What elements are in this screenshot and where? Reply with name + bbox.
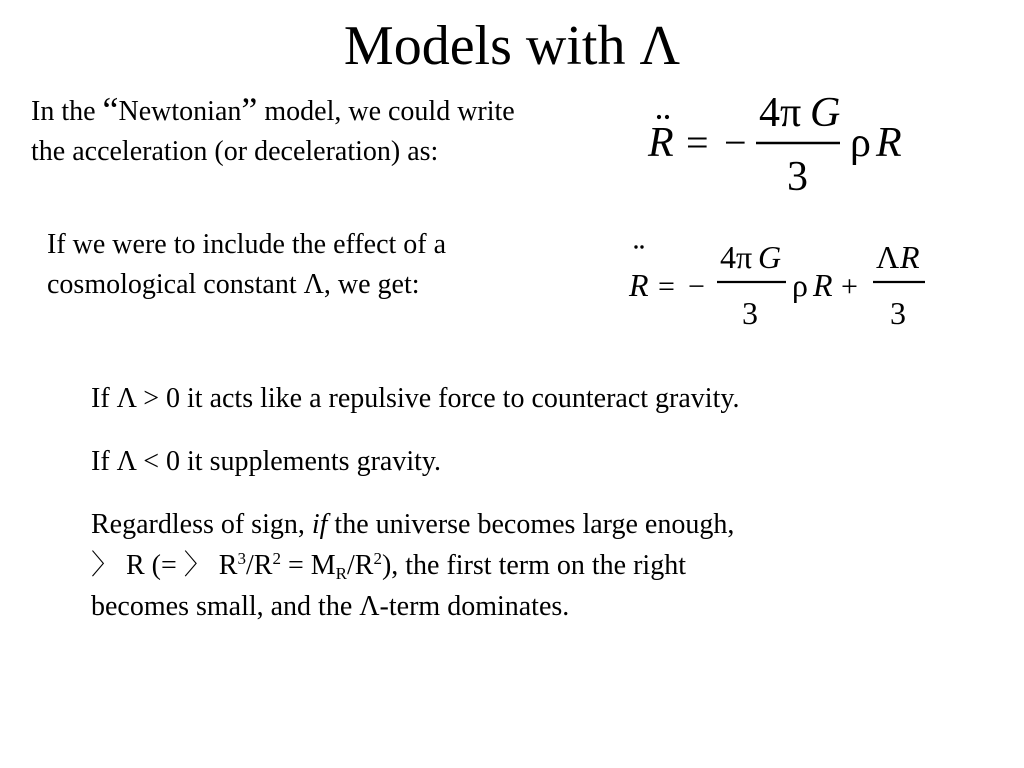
rho-symbol: ρ [792, 267, 808, 303]
slide-title: Models with Λ [343, 15, 681, 77]
denominator-three-2: 3 [890, 295, 906, 331]
numerator-lambda: Λ [876, 239, 900, 275]
newtonian-word: Newtonian [118, 96, 242, 127]
minus-sign: − [688, 270, 705, 303]
negative-lambda-statement: If Λ < 0 it supplements gravity. [91, 446, 442, 477]
numerator-g: G [758, 239, 782, 275]
lambda-intro-line-1: If we were to include the effect of a [47, 229, 447, 260]
lambda-acceleration-equation [620, 225, 940, 340]
denominator-three-1: 3 [742, 295, 758, 331]
lhs-r: R [629, 267, 649, 303]
r-double-dot-marker [634, 245, 643, 248]
numerator-four-pi: 4π [720, 239, 753, 275]
equals-mass: = M [280, 550, 336, 581]
lambda-intro-text [47, 225, 446, 305]
exponent-two: 2 [272, 549, 281, 568]
plus-sign: + [841, 270, 858, 303]
newtonian-intro-line-2: the acceleration (or deceleration) as: [31, 136, 439, 167]
newtonian-acceleration-equation [640, 80, 920, 205]
exponent-two-2: 2 [373, 549, 382, 568]
minus-sign: − [724, 120, 747, 165]
density-expression-end: ), the first term on the right [381, 550, 686, 581]
statement-rest: the universe becomes large enough, [327, 509, 735, 540]
lambda-dominates-text: becomes small, and the Λ-term dominates. [91, 591, 570, 622]
rhs-r: R [813, 267, 833, 303]
italic-if: if [311, 509, 328, 540]
numerator-g: G [810, 90, 841, 136]
numerator-r: R [900, 239, 920, 275]
denominator-three: 3 [787, 154, 808, 200]
intro-text-after-quote: model, we could write [257, 96, 515, 127]
exponent-three: 3 [237, 549, 246, 568]
r-double-dot-marker [657, 115, 669, 119]
equals-sign: = [658, 270, 675, 303]
open-quote-mark: “ [102, 90, 119, 130]
divided-by-r-2: /R [346, 550, 374, 581]
equals-sign: = [686, 120, 709, 165]
divided-by-r: /R [245, 550, 273, 581]
rho-symbol: ρ [850, 120, 871, 166]
intro-text-before-quote: In the [31, 96, 103, 127]
rhs-r: R [876, 120, 902, 166]
subscript-r: R [335, 564, 347, 583]
lhs-r: R [648, 120, 674, 166]
lambda-implications [91, 378, 740, 627]
positive-lambda-statement: If Λ > 0 it acts like a repulsive force to counteract gravity. [91, 383, 740, 414]
density-expression-start: 〉 R (= 〉 R [91, 550, 238, 581]
newtonian-intro-text [31, 88, 515, 172]
newtonian-intro-line-1 [31, 88, 515, 132]
close-quote-mark: ” [241, 90, 258, 130]
statement-start: Regardless of sign, [91, 509, 312, 540]
large-universe-statement [91, 504, 740, 627]
lambda-intro-line-2: cosmological constant Λ, we get: [47, 269, 420, 300]
numerator-four-pi: 4π [759, 90, 802, 136]
